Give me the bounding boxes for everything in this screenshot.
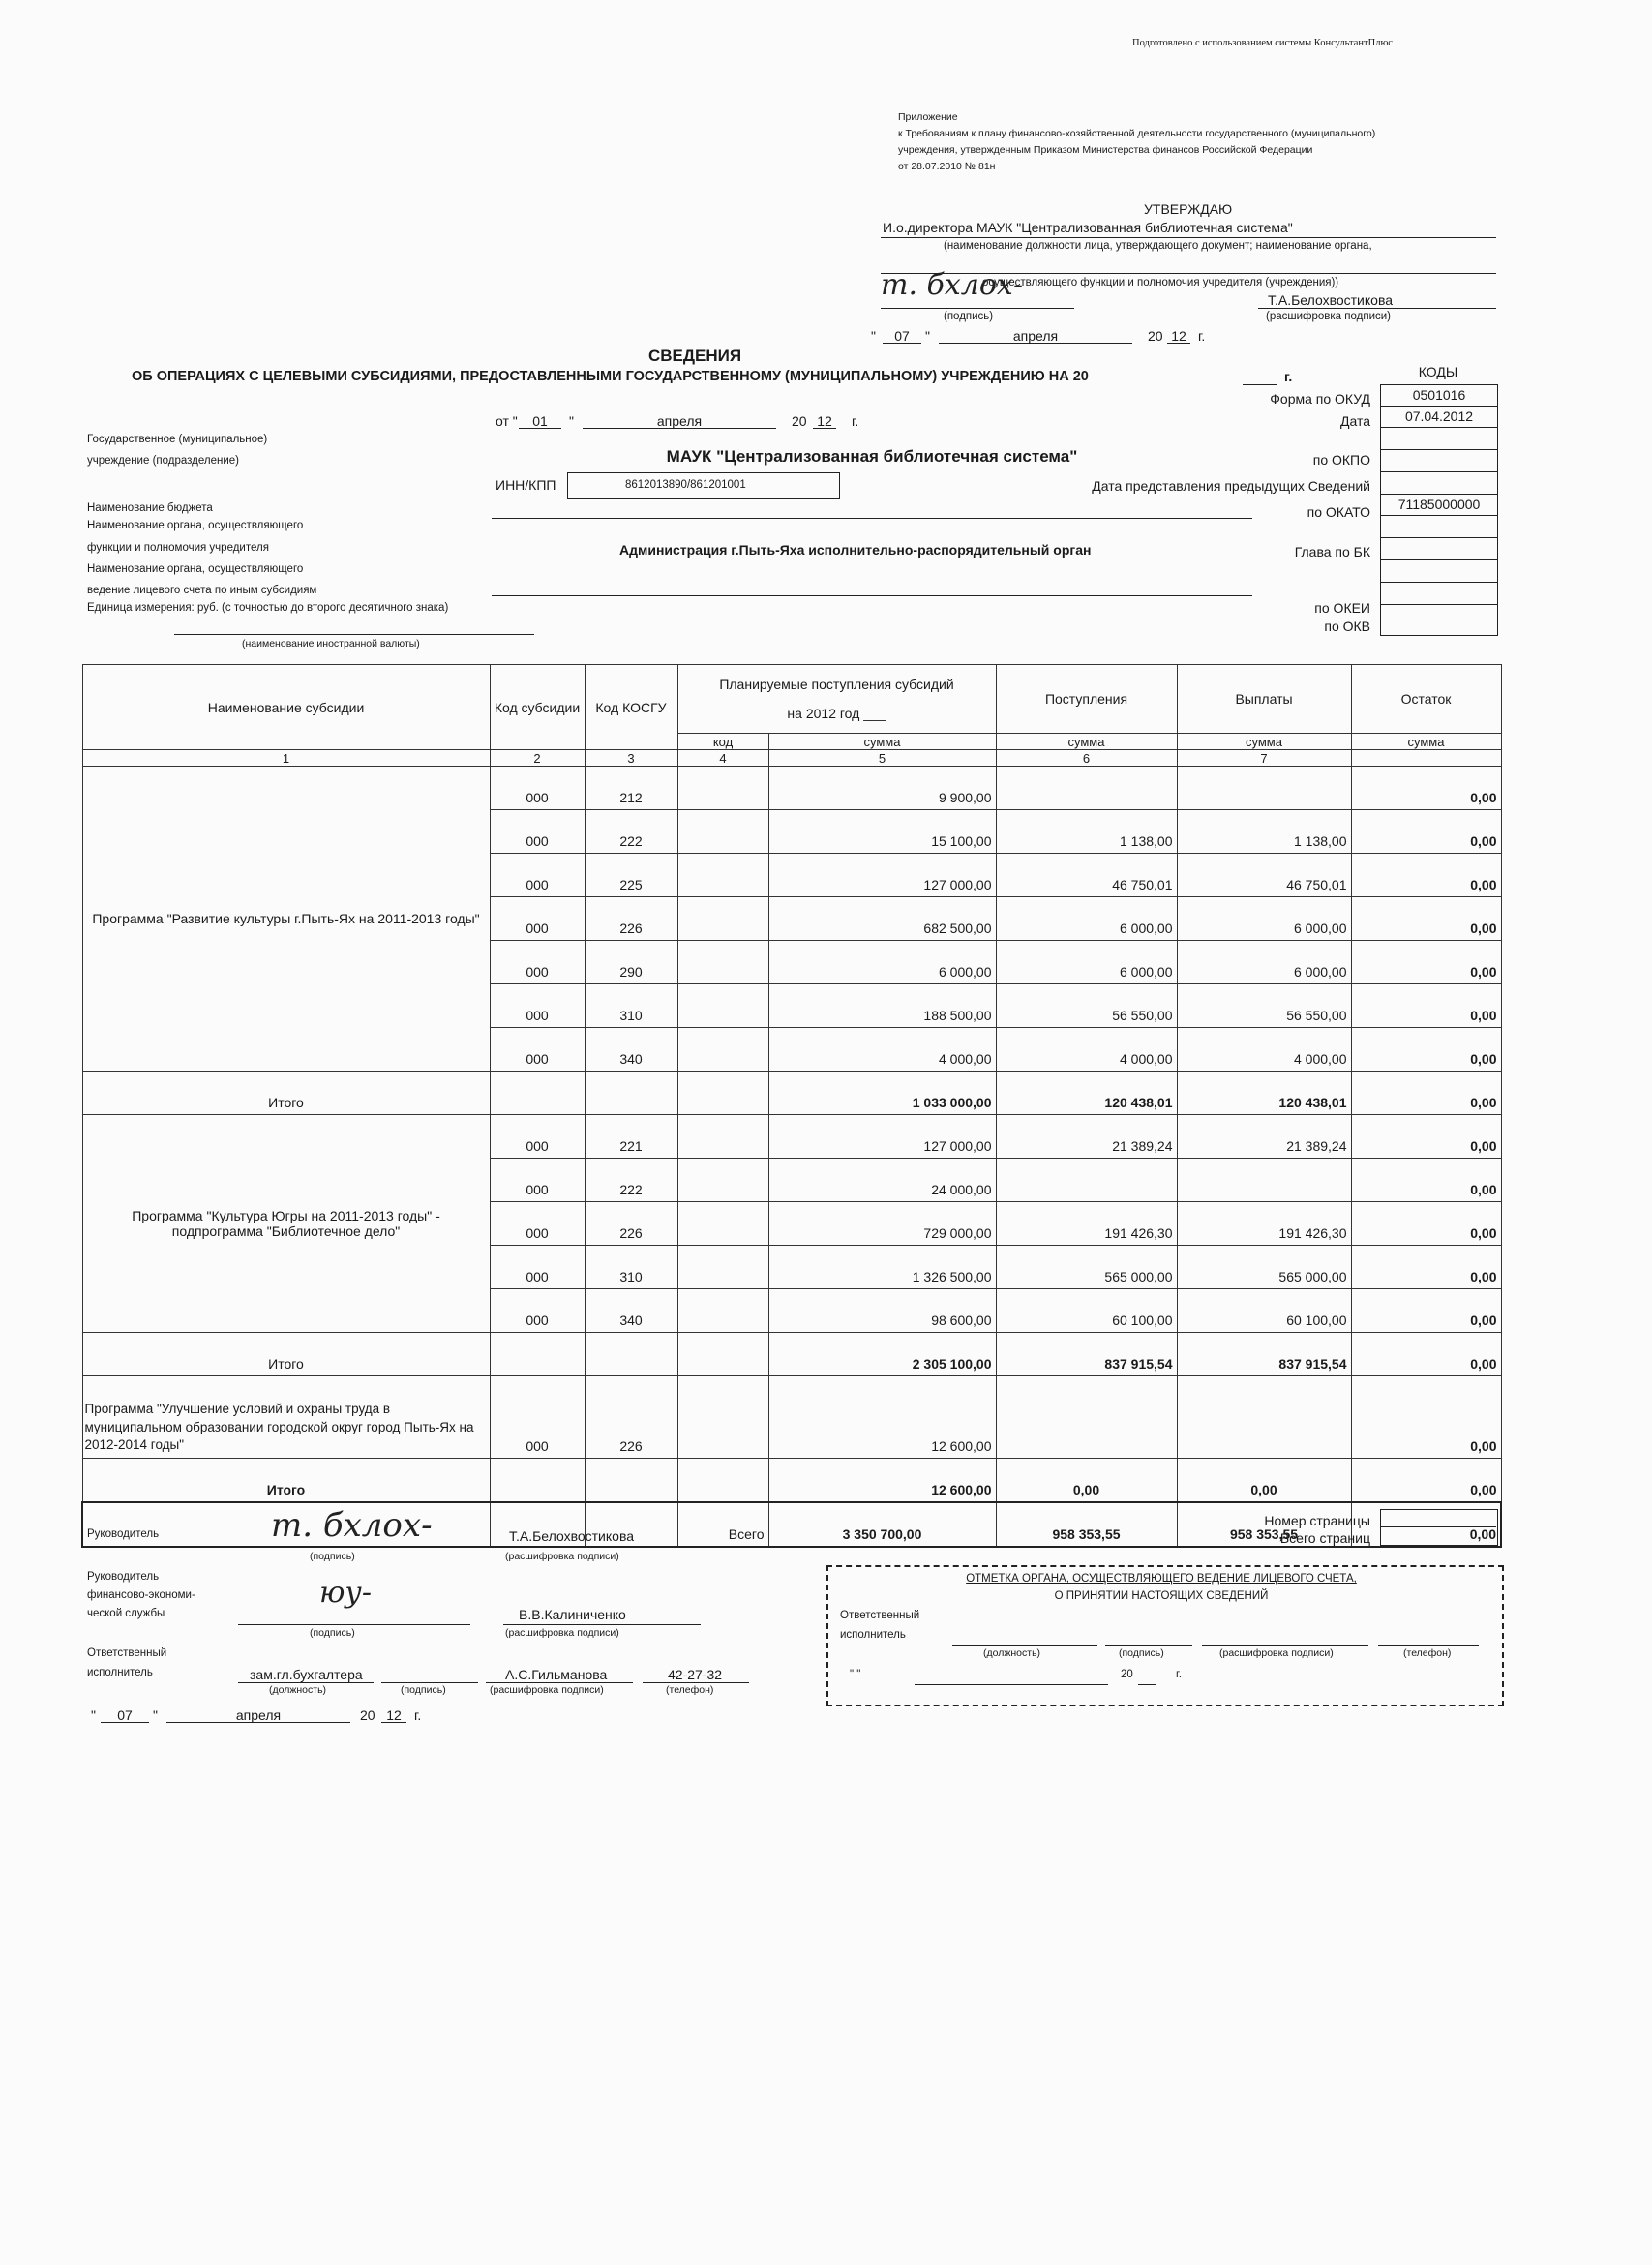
h-plan: Планируемые поступления субсидий на 2012 год ___ (677, 665, 996, 734)
footer-month: апреля (166, 1708, 350, 1723)
okato-label: по ОКАТО (1307, 504, 1370, 520)
codes-column (1380, 384, 1498, 636)
org-label-1: Наименование органа, осуществляющего (87, 520, 304, 531)
inst-label-1: Государственное (муниципальное) (87, 434, 268, 445)
from-day: 01 (519, 414, 561, 429)
okei-label: по ОКЕИ (1314, 600, 1370, 616)
pages-box (1380, 1509, 1498, 1546)
appendix-line-2: к Требованиям к плану финансово-хозяйственной деятельности государственного (муниципального) (898, 128, 1376, 139)
fin-name: В.В.Калиниченко (519, 1607, 626, 1622)
total-row: Всего 3 350 700,00 958 353,55 958 353,55 0,00 (82, 1502, 1501, 1547)
approve-year-prefix: 20 (1148, 328, 1163, 344)
table-row: 000 222 15 100,00 1 138,00 1 138,00 0,00 (82, 810, 1501, 854)
okv-label: по ОКВ (1324, 619, 1370, 634)
codes-header: КОДЫ (1418, 364, 1458, 379)
doc-subtitle: ОБ ОПЕРАЦИЯХ С ЦЕЛЕВЫМИ СУБСИДИЯМИ, ПРЕДОСТАВЛЕННЫМИ ГОСУДАРСТВЕННОМУ (МУНИЦИПАЛЬНОМУ) УЧРЕЖДЕНИЮ НА 20 (132, 369, 1089, 384)
appendix-line-1: Приложение (898, 111, 958, 123)
code-okud: 0501016 (1381, 385, 1497, 407)
subtotal-row: Итого 2 305 100,00 837 915,54 837 915,54 0,00 (82, 1333, 1501, 1376)
table-row: 000 226 729 000,00 191 426,30 191 426,30 0,00 (82, 1202, 1501, 1246)
approve-day: 07 (883, 329, 921, 344)
appendix-line-4: от 28.07.2010 № 81н (898, 161, 996, 172)
org-value: Администрация г.Пыть-Яха исполнительно-распорядительный орган (619, 542, 1092, 558)
okpo-label: по ОКПО (1312, 452, 1370, 468)
h-name: Наименование субсидии (82, 665, 490, 750)
head-label: Руководитель (87, 1528, 160, 1540)
head-sign-caption: (подпись) (310, 1551, 355, 1562)
h-in: Поступления (996, 665, 1177, 734)
h-out: Выплаты (1177, 665, 1351, 734)
date-label: Дата (1339, 413, 1370, 429)
approve-position: И.о.директора МАУК "Централизованная библиотечная система" (883, 220, 1293, 235)
table-row: 000 310 188 500,00 56 550,00 56 550,00 0,00 (82, 984, 1501, 1028)
inst-value: МАУК "Централизованная библиотечная система" (666, 447, 1078, 466)
approve-position-caption: (наименование должности лица, утверждающего документ; наименование органа, (944, 240, 1372, 252)
bk-label: Глава по БК (1294, 544, 1370, 559)
subsidies-table: Наименование субсидии Код субсидии Код КОСГУ Планируемые поступления субсидий на 2012 год ___ Поступления Выплаты Остаток код сумма сумма сумма сумма 1 2 3 4 5 6 7 Программа "Развитие культуры г.Пыть-Ях на 2011-2013 годы" 000 212 9 900,00 0,00 000 222 15 100,00 1 138,00 1 138,00 0,00 000 225 127 000,00 46 750,01 46 750,01 0,00 000 226 682 500,00 6 000,00 6 000,00 0,00 000 290 6 000,00 6 000,00 6 000,00 0,00 000 310 188 500,00 56 550,00 56 550,00 0,00 000 340 4 000,00 4 000,00 4 000,00 0,00 Итого 1 033 000,00 120 438,01 120 438,01 0,00 Программа "Культура Югры на 2011-2013 годы" - подпрограмма "Библиотечное дело" 000 221 127 000,00 21 389,24 21 389,24 0,00 000 222 24 000,00 0,00 000 226 729 000,00 191 426,30 191 426,30 0,00 000 310 1 326 500,00 565 000,00 565 000,00 0,00 000 340 98 600,00 60 100,00 60 100,00 0,00 Итого 2 305 100,00 837 915,54 837 915,54 0,00 Программа "Улучшение условий и охраны труда в муниципальном образовании городской округ город Пыть-Ях на 2012-2014 годы" 000 226 12 600,00 0,00 Итого 12 600,00 0,00 0,00 0,00 Всего 3 350 700,00 958 353,55 958 353,55 0,00 (81, 664, 1502, 1548)
inst-label-2: учреждение (подразделение) (87, 455, 239, 467)
appendix-line-3: учреждения, утвержденным Приказом Министерства финансов Российской Федерации (898, 144, 1313, 156)
table-row: Программа "Улучшение условий и охраны труда в муниципальном образовании городской округ город Пыть-Ях на 2012-2014 годы" 000 226 12 600,00 0,00 (82, 1376, 1501, 1459)
h-code: Код субсидии (490, 665, 585, 750)
resp-phone: 42-27-32 (668, 1667, 723, 1682)
table-row: 000 226 682 500,00 6 000,00 6 000,00 0,00 (82, 897, 1501, 941)
code-date: 07.04.2012 (1381, 407, 1497, 428)
mark-title-2: О ПРИНЯТИИ НАСТОЯЩИХ СВЕДЕНИЙ (1054, 1590, 1269, 1602)
subtotal-row: Итого 1 033 000,00 120 438,01 120 438,01 0,00 (82, 1072, 1501, 1115)
approve-g: г. (1198, 328, 1206, 344)
approve-year: 12 (1167, 329, 1190, 344)
approve-signature: т. бхлох- (881, 268, 1023, 302)
program-3-name: Программа "Улучшение условий и охраны труда в муниципальном образовании городской округ город Пыть-Ях на 2012-2014 годы" (82, 1376, 490, 1459)
from-label: от " (496, 413, 518, 429)
acc-label-1: Наименование органа, осуществляющего (87, 563, 304, 575)
acc-label-2: ведение лицевого счета по иным субсидиям (87, 585, 317, 596)
approve-month: апреля (939, 329, 1132, 344)
approve-signer: Т.А.Белохвостикова (1268, 292, 1394, 308)
code-okato: 71185000000 (1381, 495, 1497, 516)
doc-subtitle-g: г. (1284, 369, 1293, 384)
head-name: Т.А.Белохвостикова (509, 1528, 635, 1544)
currency-caption: (наименование иностранной валюты) (242, 638, 420, 649)
budget-label: Наименование бюджета (87, 502, 213, 514)
h-kosgu: Код КОСГУ (585, 665, 677, 750)
subtotal-row: Итого 12 600,00 0,00 0,00 0,00 (82, 1459, 1501, 1503)
from-g: г. (852, 413, 859, 429)
table-row: 000 222 24 000,00 0,00 (82, 1159, 1501, 1202)
head-decode-caption: (расшифровка подписи) (505, 1551, 619, 1562)
approve-title: УТВЕРЖДАЮ (1144, 201, 1233, 217)
prev-date-label: Дата представления предыдущих Сведений (1092, 478, 1370, 494)
inn-value: 8612013890/861201001 (625, 479, 746, 491)
h-rest: Остаток (1351, 665, 1501, 734)
from-year-prefix: 20 (792, 413, 807, 429)
head-signature: т. бхлох- (271, 1506, 433, 1545)
approve-decode-caption: (расшифровка подписи) (1266, 311, 1391, 322)
fin-signature: юу- (319, 1576, 372, 1610)
table-row: 000 340 4 000,00 4 000,00 4 000,00 0,00 (82, 1028, 1501, 1072)
table-row: 000 310 1 326 500,00 565 000,00 565 000,00 0,00 (82, 1246, 1501, 1289)
page-number-label: Номер страницы (1264, 1513, 1370, 1528)
approve-sign-caption: (подпись) (944, 311, 994, 322)
acceptance-mark-box (826, 1565, 1504, 1706)
program-1-name: Программа "Развитие культуры г.Пыть-Ях на 2011-2013 годы" (82, 767, 490, 1072)
resp-name: А.С.Гильманова (505, 1667, 608, 1682)
resp-position: зам.гл.бухгалтера (250, 1667, 363, 1682)
table-row: 000 290 6 000,00 6 000,00 6 000,00 0,00 (82, 941, 1501, 984)
table-row: 000 225 127 000,00 46 750,01 46 750,01 0,00 (82, 854, 1501, 897)
inn-label: ИНН/КПП (496, 477, 556, 493)
page-total-label: Всего страниц (1279, 1530, 1370, 1546)
okud-label: Форма по ОКУД (1270, 391, 1370, 407)
table-row: Программа "Развитие культуры г.Пыть-Ях на 2011-2013 годы" 000 212 9 900,00 0,00 (82, 767, 1501, 810)
doc-title: СВЕДЕНИЯ (648, 347, 742, 365)
watermark: Подготовлено с использованием системы КонсультантПлюс (1132, 38, 1393, 48)
unit-label: Единица измерения: руб. (с точностью до второго десятичного знака) (87, 602, 449, 614)
from-year: 12 (813, 414, 836, 429)
footer-year: 12 (381, 1708, 406, 1723)
mark-title-1: ОТМЕТКА ОРГАНА, ОСУЩЕСТВЛЯЮЩЕГО ВЕДЕНИЕ ЛИЦЕВОГО СЧЕТА, (966, 1573, 1357, 1585)
org-label-2: функции и полномочия учредителя (87, 542, 269, 554)
table-row: 000 340 98 600,00 60 100,00 60 100,00 0,00 (82, 1289, 1501, 1333)
table-row: Программа "Культура Югры на 2011-2013 годы" - подпрограмма "Библиотечное дело" 000 221 127 000,00 21 389,24 21 389,24 0,00 (82, 1115, 1501, 1159)
footer-day: 07 (101, 1708, 149, 1723)
from-month: апреля (583, 414, 776, 429)
approve-caption-2: осуществляющего функции и полномочия учредителя (учреждения)) (982, 277, 1339, 288)
program-2-name: Программа "Культура Югры на 2011-2013 годы" - подпрограмма "Библиотечное дело" (82, 1115, 490, 1333)
